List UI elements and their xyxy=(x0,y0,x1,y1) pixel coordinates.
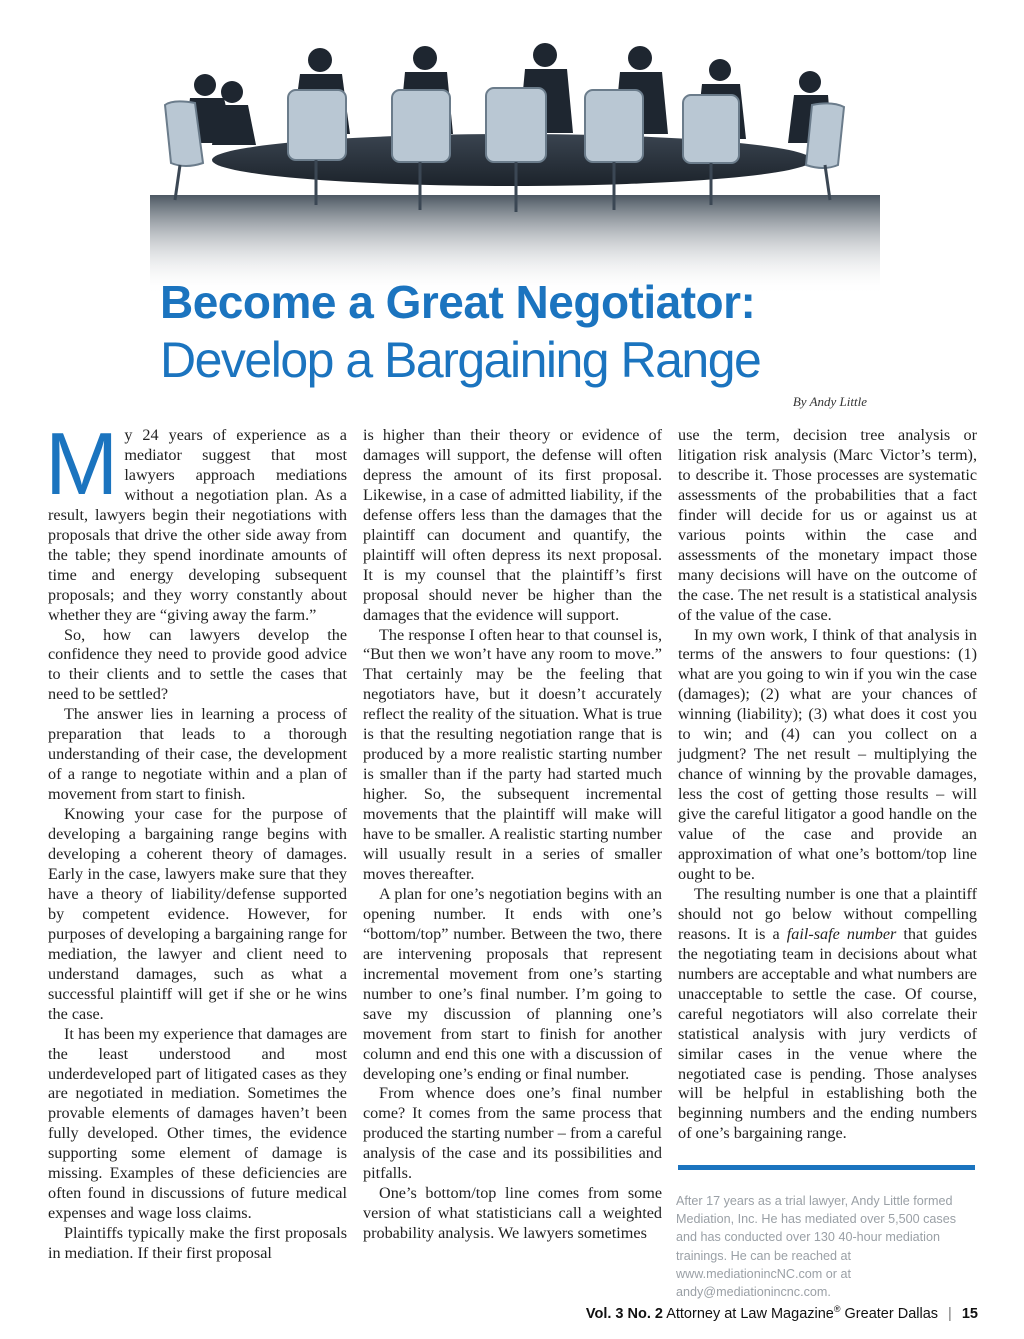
magazine-name: Attorney at Law Magazine xyxy=(666,1305,834,1322)
paragraph: The resulting number is one that a plaintiff should not go below without compelling reasons. It is a fail-safe number that guides the negotiating team in decisions about what numbers are acceptable and what numbers are unacceptable to settle the case. Of course, careful negotiators will also correlate their statistical analysis with jury verdicts of similar cases in the venue where the negotiated case is pending. Those analyses will be helpful in establishing both the beginning numbers and the ending numbers of one’s bargaining range. xyxy=(678,884,978,1143)
paragraph: In my own work, I think of that analysis in terms of the answers to four questions: (1) what are you going to win if you win the case (damages); (2) what are your chances of winning (liability); (3) what does it cost you to win; and (4) can you collect on a judgment? The net result – multiplying the chance of winning by the provable damages, less the cost of getting those results – will give the careful litigator a good handle on the value of the case and provide an approximation of what one’s bottom/top line ought to be. xyxy=(678,625,977,883)
meeting-table-photo xyxy=(0,0,1024,300)
paragraph: is higher than their theory or evidence of damages will support, the defense will often depress the amount of its first proposal. Likewise, in a case of admitted liability, if the defense offers less than the damages that the plaintiff can document and quantify, the plaintiff will often depress its next proposal. It is my counsel that the plaintiff’s first proposal should never be higher than the damages that the evidence will support. xyxy=(363,426,662,624)
paragraph: It has been my experience that damages are the least understood and most underdeveloped part of litigated cases as they are negotiated in mediation. Sometimes the provable elements of damages haven’t been fully developed. Other times, the evidence supporting some element of damage is missing. Examples of these deficiencies are often found in discussions of future medical expenses and wage loss claims. xyxy=(48,1024,347,1223)
footer-separator: | xyxy=(948,1305,952,1322)
paragraph: The answer lies in learning a process of preparation that leads to a thorough understanding of their case, the development of a range to negotiate within and a plan of movement from start to finish. xyxy=(48,705,347,804)
bio-divider xyxy=(678,1165,975,1170)
paragraph: Knowing your case for the purpose of developing a bargaining range begins with developing a coherent theory of damages. Early in the case, lawyers make sure that they have a theory of liability/defense supported by competent evidence. However, for purposes of developing a bargaining range for mediation, the lawyer and client need to understand damages, such as what a successful plaintiff will get if she or he wins the case. xyxy=(48,805,347,1023)
author-bio: After 17 years as a trial lawyer, Andy Little formed Mediation, Inc. He has mediated over 5,500 cases and has conducted over 130 40-hour mediation trainings. He can be reached at www.mediationincNC.com or at andy@mediationincnc.com. xyxy=(676,1194,957,1300)
edition-name: Greater Dallas xyxy=(844,1305,939,1322)
paragraph: From whence does one’s final number come? It comes from the same process that produced the starting number – from a careful analysis of the case and its possibilities and pitfalls. xyxy=(363,1084,662,1183)
article-column-1 xyxy=(45,414,347,1264)
article-title-line2: Develop a Bargaining Range xyxy=(160,332,761,388)
article-column-2 xyxy=(363,426,662,1244)
registered-mark: ® xyxy=(833,1304,841,1314)
volume-label: Vol. 3 No. 2 xyxy=(585,1305,663,1322)
paragraph: The response I often hear to that counsel is, “But then we won’t have any room to move.” That certainly may be the feeling that negotiators have, but it doesn’t accurately reflect the reality of the situation. What is true is that the resulting negotiation range that is produced by a more realistic starting number is smaller than if the party had started much higher. So, the subsequent incremental movements that the plaintiff will make will have to be smaller. A realistic starting number will usually result in a series of smaller moves thereafter. xyxy=(363,625,662,883)
paragraph: A plan for one’s negotiation begins with an opening number. It ends with one’s “bottom/top” number. Between the two, there are intervening proposals that represent incremental movement from one’s starting number to one’s final number. I’m going to save my discussion of planning one’s movement from start to finish for another column and end this one with a discussion of developing one’s ending or final number. xyxy=(363,884,662,1083)
drop-cap: M xyxy=(45,414,119,513)
paragraph: My 24 years of experience as a mediator suggest that most lawyers approach mediations without a negotiation plan. As a result, lawyers begin their negotiations with proposals that drive the other side away from the table; they spend inordinate amounts of time and energy developing subsequent proposals; and they worry constantly about whether they are “giving away the farm.” xyxy=(45,414,347,624)
paragraph: Plaintiffs typically make the first proposals in mediation. If their first proposal xyxy=(48,1224,347,1263)
page-number: 15 xyxy=(961,1305,978,1322)
byline: By Andy Little xyxy=(792,394,867,409)
paragraph: use the term, decision tree analysis or litigation risk analysis (Marc Victor’s term), to describe it. Those processes are systematic assessments of the probabilities that a fact finder will decide for us or against us at various points within the case and assessments of the monetary impact those many decisions will have on the outcome of the case. The net result is a statistical analysis of the value of the case. xyxy=(678,426,977,624)
paragraph: So, how can lawyers develop the confidence they need to provide good advice to their clients and to settle the cases that need to be settled? xyxy=(48,625,347,704)
emphasis: fail-safe number xyxy=(786,924,897,943)
paragraph: One’s bottom/top line comes from some version of what statisticians call a weighted probability analysis. We lawyers sometimes xyxy=(363,1184,662,1243)
article-column-3 xyxy=(678,426,977,1144)
page-footer xyxy=(586,1304,978,1322)
article-title-line1: Become a Great Negotiator: xyxy=(160,276,756,328)
